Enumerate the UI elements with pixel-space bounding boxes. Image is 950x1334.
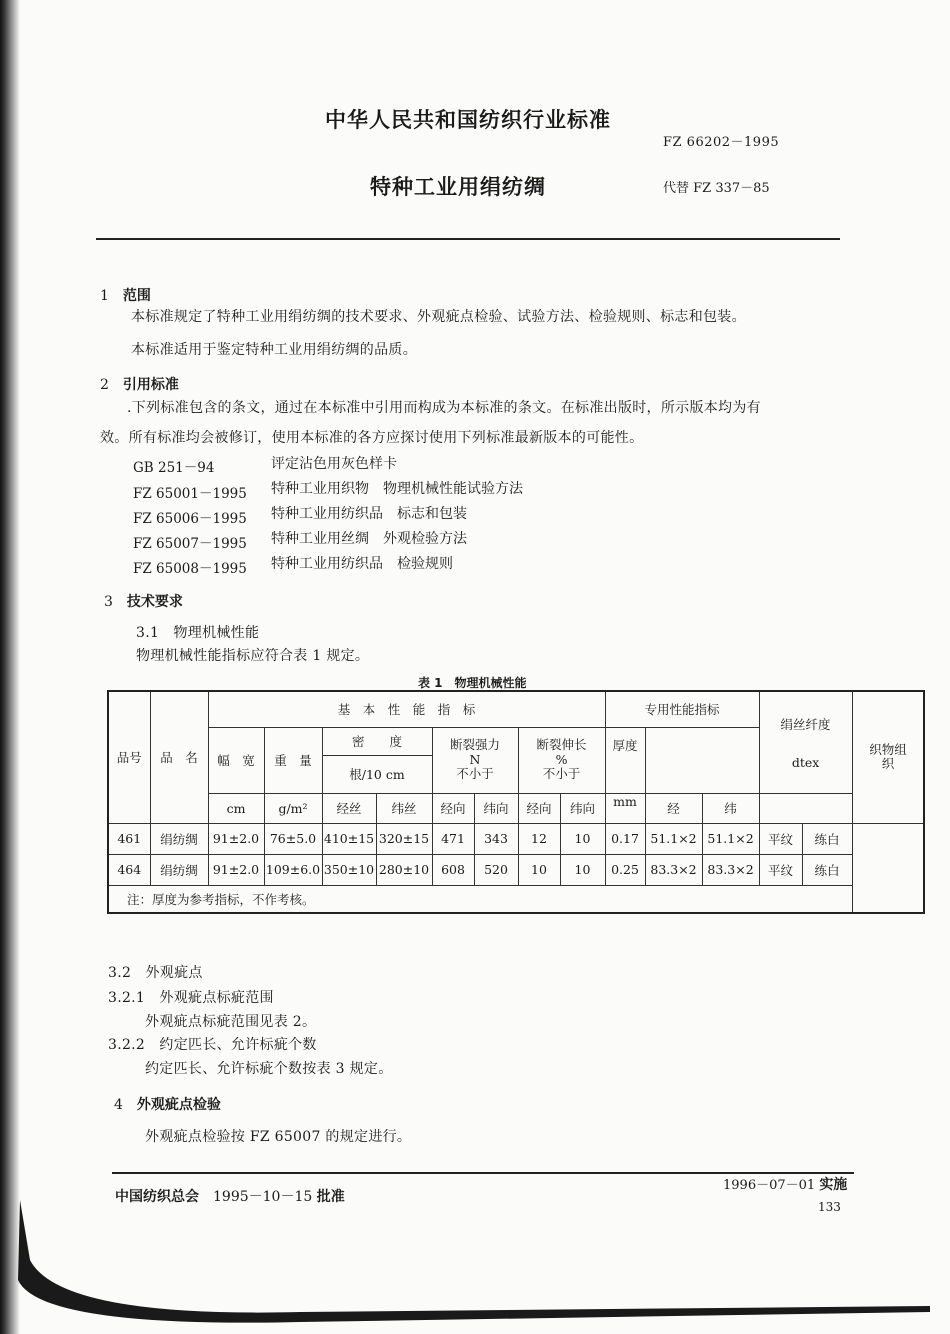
- section-2-para-1: .下列标准包含的条文，通过在本标准中引用而构成为本标准的条文。在标准出版时，所示版本均为有: [127, 400, 761, 416]
- table-1: [107, 690, 925, 914]
- table-row: [108, 823, 924, 854]
- table-note: 注：厚度为参考指标，不作考核。: [108, 885, 852, 913]
- cell-dyeing: 练白: [802, 854, 852, 885]
- cell-strength-weft: 343: [474, 823, 518, 854]
- cell-width: 91±2.0: [208, 823, 264, 854]
- breaking-strength-min: 不小于: [456, 766, 494, 782]
- ref-title: 特种工业用纺织品 标志和包装: [271, 506, 467, 522]
- weight-unit: g/m²: [264, 793, 322, 823]
- section-1-title: 范围: [122, 288, 151, 304]
- cell-width: 91±2.0: [208, 854, 264, 885]
- elongation-unit: %: [555, 751, 568, 767]
- scan-shadow-shape: [18, 1200, 930, 1323]
- strength-warp-header: 经向: [432, 793, 474, 823]
- yarn-count-label: 绢丝纤度: [780, 716, 831, 732]
- cell-elongation-warp: 12: [518, 823, 560, 854]
- col-header-thickness: 厚度: [605, 727, 645, 793]
- footer-impl-label: 实施: [819, 1177, 848, 1193]
- section-3-2-title: 3.2 外观疵点: [108, 965, 203, 981]
- footer-impl-date: 1996－07－01: [723, 1178, 816, 1193]
- section-2-para-2: 效。所有标准均会被修订，使用本标准的各方应探讨使用下列标准最新版本的可能性。: [100, 430, 644, 446]
- cell-dyeing: 练白: [802, 823, 852, 854]
- footer-org: 中国纺织总会: [115, 1189, 199, 1205]
- ref-code: FZ 65006－1995: [133, 511, 247, 527]
- section-2-heading: [100, 374, 179, 394]
- width-unit: cm: [208, 793, 264, 823]
- cell-density-warp: 410±15: [322, 823, 376, 854]
- cell-thickness: 0.25: [605, 854, 645, 885]
- cell-strength-weft: 520: [474, 854, 518, 885]
- page-number: 133: [818, 1200, 841, 1214]
- section-3-2-2-para: 约定匹长、允许标疵个数按表 3 规定。: [145, 1061, 393, 1077]
- cell-density-weft: 320±15: [376, 823, 432, 854]
- section-4-para: 外观疵点检验按 FZ 65007 的规定进行。: [145, 1129, 412, 1145]
- section-3-1-para: 物理机械性能指标应符合表 1 规定。: [136, 648, 370, 664]
- col-header-width: 幅 宽: [208, 727, 264, 793]
- section-1-para-2: 本标准适用于鉴定特种工业用绢纺绸的品质。: [131, 342, 417, 358]
- header-divider: [96, 238, 840, 240]
- org-title: 中华人民共和国纺织行业标准: [325, 108, 611, 132]
- cell-strength-warp: 608: [432, 854, 474, 885]
- section-2-title: 引用标准: [122, 377, 179, 393]
- section-3-2-1-title: 3.2.1 外观疵点标疵范围: [108, 990, 274, 1006]
- col-header-weave: 织物组织: [852, 691, 924, 823]
- standard-code: FZ 66202－1995: [663, 135, 780, 150]
- density-unit: 根/10 cm: [322, 755, 432, 793]
- col-header-yarn-count: [759, 691, 852, 793]
- section-3-heading: [104, 591, 183, 611]
- cell-weight: 76±5.0: [264, 823, 322, 854]
- cell-no: 461: [108, 823, 150, 854]
- col-header-elongation: [518, 727, 605, 793]
- cell-weave: 平纹: [759, 823, 802, 854]
- cell-name: 绢纺绸: [150, 823, 208, 854]
- col-header-item-name: 品 名: [150, 691, 208, 823]
- replaces-code: 代替 FZ 337－85: [663, 181, 770, 196]
- elongation-min: 不小于: [542, 766, 581, 782]
- yarn-count-unit: dtex: [791, 754, 820, 770]
- ref-title: 特种工业用纺织品 检验规则: [271, 556, 453, 572]
- cell-weave: 平纹: [759, 854, 802, 885]
- section-1-number: 1: [100, 288, 109, 304]
- footer-approve-date: 1995－10－15: [213, 1189, 313, 1205]
- cell-density-weft: 280±10: [376, 854, 432, 885]
- ref-code: FZ 65001－1995: [133, 486, 247, 502]
- cell-thickness: 0.17: [605, 823, 645, 854]
- table-row: [108, 854, 924, 885]
- strength-weft-header: 纬向: [474, 793, 518, 823]
- group-header-special: 专用性能指标: [605, 691, 759, 727]
- breaking-strength-label: 断裂强力: [449, 737, 500, 753]
- table-1-caption: 表 1 物理机械性能: [418, 676, 527, 690]
- ref-title: 评定沾色用灰色样卡: [271, 456, 397, 472]
- cell-name: 绢纺绸: [150, 854, 208, 885]
- scan-shadow-bottom: [0, 1200, 950, 1334]
- breaking-strength-unit: N: [469, 751, 481, 767]
- yarn-weft-header: 纬: [702, 793, 759, 823]
- elongation-warp-header: 经向: [518, 793, 560, 823]
- section-3-1-title: 3.1 物理机械性能: [136, 625, 260, 641]
- section-2-number: 2: [100, 377, 109, 393]
- ref-code: FZ 65007－1995: [133, 536, 247, 552]
- elongation-label: 断裂伸长: [536, 737, 587, 753]
- group-header-basic: 基 本 性 能 指 标: [208, 691, 605, 727]
- cell-yarn-warp: 51.1×2: [645, 823, 702, 854]
- cell-yarn-warp: 83.3×2: [645, 854, 702, 885]
- footer-implementation: [723, 1174, 847, 1194]
- cell-elongation-weft: 10: [560, 854, 605, 885]
- col-header-item-no: 品号: [108, 691, 150, 823]
- section-3-title: 技术要求: [126, 594, 183, 610]
- section-4-number: 4: [114, 1097, 123, 1113]
- cell-weight: 109±6.0: [264, 854, 322, 885]
- section-4-title: 外观疵点检验: [136, 1097, 221, 1113]
- document-title: 特种工业用绢纺绸: [370, 175, 546, 199]
- thickness-unit: mm: [605, 793, 645, 823]
- section-3-2-2-title: 3.2.2 约定匹长、允许标疵个数: [108, 1037, 317, 1053]
- cell-no: 464: [108, 854, 150, 885]
- cell-density-warp: 350±10: [322, 854, 376, 885]
- ref-code: FZ 65008－1995: [133, 561, 247, 577]
- density-warp-header: 经丝: [322, 793, 376, 823]
- cell-yarn-weft: 83.3×2: [702, 854, 759, 885]
- section-1-heading: [100, 285, 151, 305]
- footer-approve-label: 批准: [316, 1189, 345, 1205]
- cell-yarn-weft: 51.1×2: [702, 823, 759, 854]
- cell-strength-warp: 471: [432, 823, 474, 854]
- col-header-breaking-strength: [432, 727, 518, 793]
- ref-title: 特种工业用织物 物理机械性能试验方法: [271, 481, 523, 497]
- col-header-density: 密 度: [322, 727, 432, 755]
- ref-title: 特种工业用丝绸 外观检验方法: [271, 531, 467, 547]
- cell-elongation-weft: 10: [560, 823, 605, 854]
- col-header-weight: 重 量: [264, 727, 322, 793]
- section-4-heading: [114, 1094, 221, 1114]
- yarn-warp-header: 经: [645, 793, 702, 823]
- density-weft-header: 纬丝: [376, 793, 432, 823]
- ref-code: GB 251－94: [133, 460, 215, 476]
- section-3-2-1-para: 外观疵点标疵范围见表 2。: [145, 1014, 317, 1030]
- section-1-para-1: 本标准规定了特种工业用绢纺绸的技术要求、外观疵点检验、试验方法、检验规则、标志和包装。: [131, 309, 746, 325]
- scan-edge-shadow: [0, 0, 20, 1334]
- elongation-weft-header: 纬向: [560, 793, 605, 823]
- section-3-number: 3: [104, 594, 113, 610]
- cell-elongation-warp: 10: [518, 854, 560, 885]
